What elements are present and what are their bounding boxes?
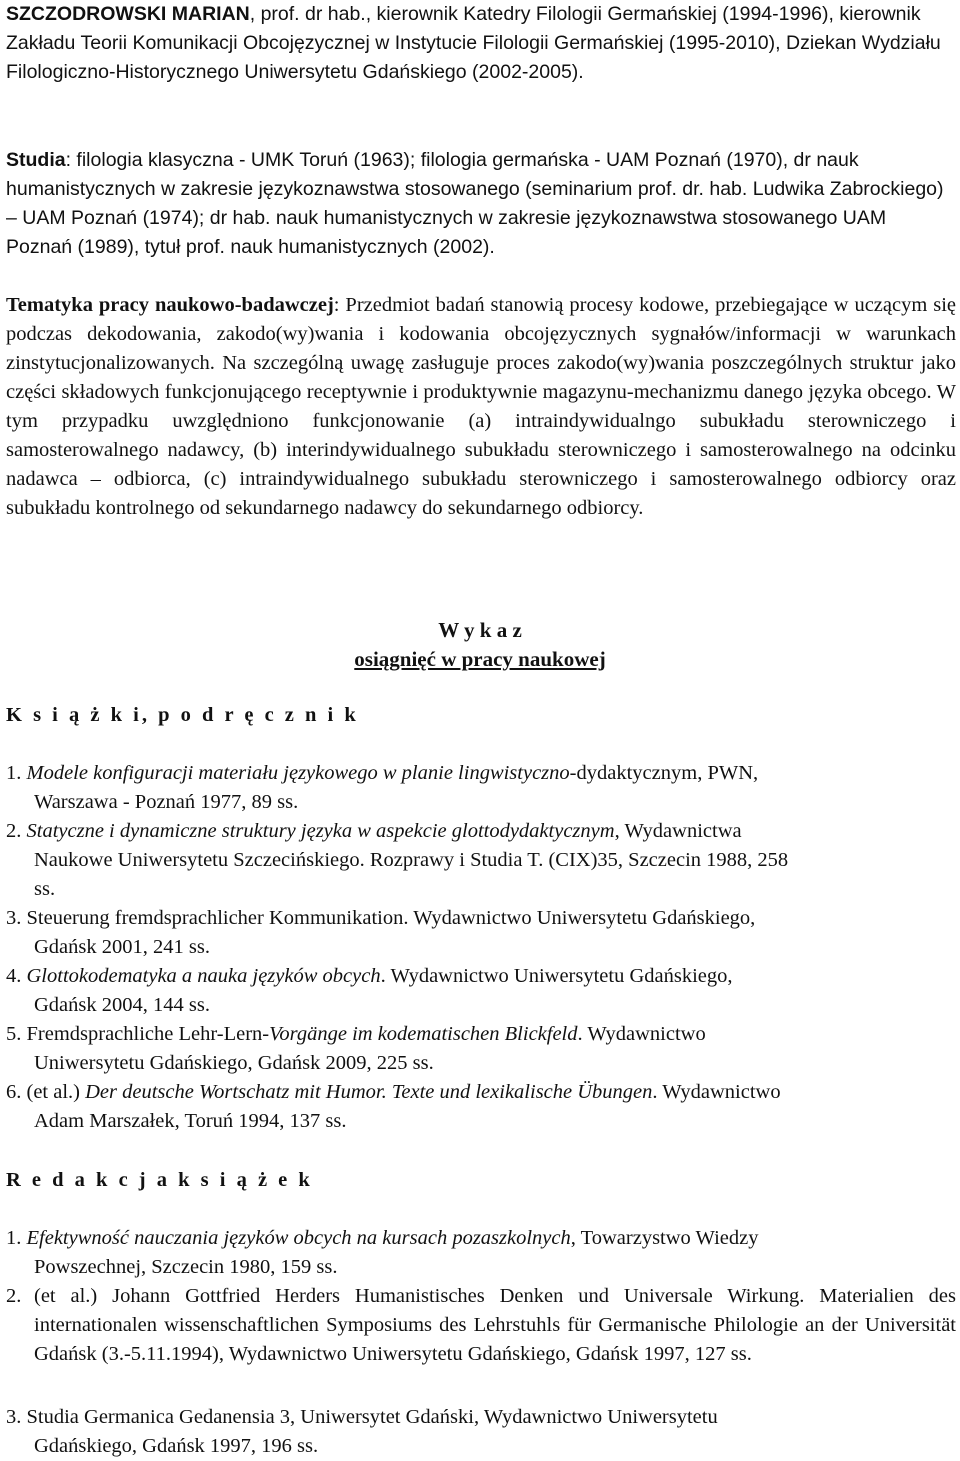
studia-label: Studia [6,149,66,171]
bio-paragraph [6,0,956,87]
tematyka-label: Tematyka pracy naukowo-badawczej [6,294,334,316]
redakcja-item-3: 3. Studia Germanica Gedanensia 3, Uniwersytet Gdański, Wydawnictwo Uniwersytetu Gdańskiego, Gdańsk 1997, 196 ss. [6,1406,718,1457]
studia-paragraph [6,146,956,262]
wykaz-subtitle: osiągnięć w pracy naukowej [354,647,606,671]
redakcja-heading: R e d a k c j a k s i ą ż e k [6,1169,313,1191]
book-item-3: 3. Steuerung fremdsprachlicher Kommunikation. Wydawnictwo Uniwersytetu Gdańskiego, Gdańsk 2001, 241 ss. [6,907,756,958]
redakcja-item-2: 2. (et al.) Johann Gottfried Herders Humanistisches Denken und Universale Wirkung. Materialien des internationalen wissenschaftlichen Symposiums des Lehrstuhls für Germanische Philologie an der Universität Gdańsk (3.-5.11.1994), Wydawnictwo Uniwersytetu Gdańskiego, Gdańsk 1997, 127 ss. [6,1285,956,1365]
book-item-6: 6. (et al.) Der deutsche Wortschatz mit Humor. Texte und lexikalische Übungen. Wydawnictwo Adam Marszałek, Toruń 1994, 137 ss. [6,1081,781,1132]
author-name: SZCZODROWSKI MARIAN [6,3,250,25]
tematyka-paragraph [6,291,956,523]
book-item-1: 1. Modele konfiguracji materiału językowego w planie lingwistyczno-dydaktycznym, PWN, Warszawa - Poznań 1977, 89 ss. [6,762,759,813]
book-item-5: 5. Fremdsprachliche Lehr-Lern-Vorgänge im kodematischen Blickfeld. Wydawnictwo Uniwersytetu Gdańskiego, Gdańsk 2009, 225 ss. [6,1023,706,1074]
book-item-2: 2. Statyczne i dynamiczne struktury języka w aspekcie glottodydaktycznym, Wydawnictwa Naukowe Uniwersytetu Szczecińskiego. Rozprawy i Studia T. (CIX)35, Szczecin 1988, 258 ss. [6,820,789,900]
books-heading: K s i ą ż k i, p o d r ę c z n i k [6,704,359,726]
studia-text: : filologia klasyczna - UMK Toruń (1963); filologia germańska - UAM Poznań (1970), dr nauk humanistycznych w zakresie językoznawstwa stosowanego (seminarium prof. dr. hab. Ludwika Zabrockiego) – UAM Poznań (1974); dr hab. nauk humanistycznych w zakresie językoznawstwa stosowanego UAM Poznań (1989), tytuł prof. nauk humanistycznych (2002). [6,149,944,258]
wykaz-title: W y k a z [438,618,522,642]
book-item-4: 4. Glottokodematyka a nauka języków obcych. Wydawnictwo Uniwersytetu Gdańskiego, Gdańsk 2004, 144 ss. [6,965,733,1016]
tematyka-text: : Przedmiot badań stanowią procesy kodowe, przebiegające w uczącym się podczas dekodowania, zakodo(wy)wania i kodowania obcojęzycznych sygnałów/informacji w warunkach zinstytucjonalizowanych. Na szczególną uwagę zasługuje proces zakodo(wy)wania poszczególnych struktur jako części składowych funkcjonującego receptywnie i produktywnie magazynu-mechanizmu danego języka obcego. W tym przypadku uwzględniono funkcjonowanie (a) intraindywidualngo subukładu sterowniczego i samosterowalnego nadawcy, (b) interindywidualnego subukładu sterowniczego i samosterowalnego na odcinku nadawca – odbiorca, (c) intraindywidualnego subukładu sterowniczego i samosterowalnego odbiorcy oraz subukładu kontrolnego od sekundarnego nadawcy do sekundarnego odbiorcy. [6,294,957,519]
bio-text: , prof. dr hab., kierownik Katedry Filologii Germańskiej (1994-1996), kierownik Zakładu Teorii Komunikacji Obcojęzycznej w Instytucie Filologii Germańskiej (1995-2010), Dziekan Wydziału Filologiczno-Historycznego Uniwersytetu Gdańskiego (2002-2005). [6,3,941,83]
redakcja-item-1: 1. Efektywność nauczania języków obcych na kursach pozaszkolnych, Towarzystwo Wiedzy Powszechnej, Szczecin 1980, 159 ss. [6,1227,759,1278]
